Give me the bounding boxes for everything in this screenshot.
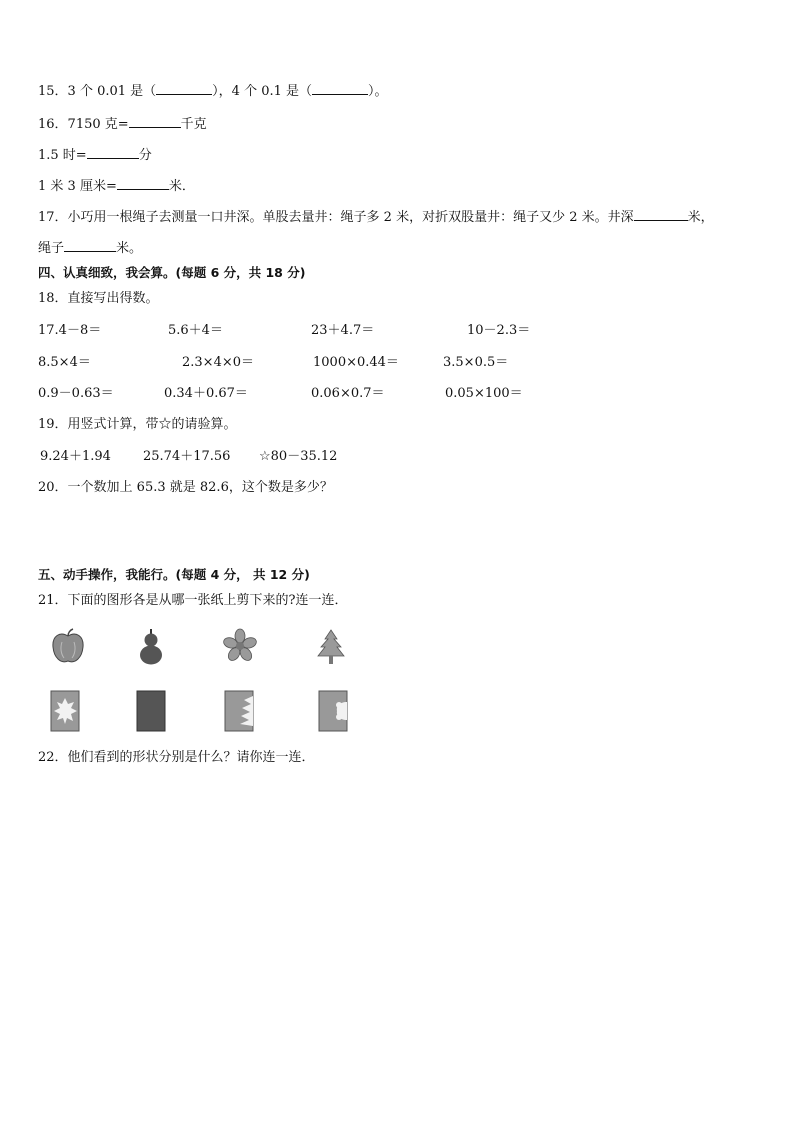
conversion-unit: 千克: [180, 117, 207, 132]
answer-blank[interactable]: [312, 82, 368, 95]
conversion-unit: 分: [138, 148, 152, 163]
answer-blank[interactable]: [129, 115, 181, 128]
question-number: 22．: [38, 750, 68, 765]
calc-item: 0.05×100＝: [445, 386, 523, 401]
question-15: [38, 82, 388, 101]
question-text: ）。: [368, 84, 388, 99]
paper-maple-cutout-icon[interactable]: [50, 690, 80, 732]
question-text: 用竖式计算，带☆的请验算。: [67, 417, 237, 432]
paper-zigzag-cutout-icon[interactable]: [224, 690, 254, 732]
conversion-left: 1.5 时=: [38, 148, 87, 163]
calc-item: 10－2.3＝: [467, 323, 531, 338]
question-number: 15．: [38, 84, 68, 99]
question-20: [38, 479, 333, 497]
section-5-title: 五、动手操作，我能行。(每题 4 分， 共 12 分): [38, 567, 310, 582]
paper-round-cutout-icon[interactable]: [318, 690, 348, 732]
question-number: 19．: [38, 417, 68, 432]
question-text: 小巧用一根绳子去测量一口井深。单股去量井：绳子多 2 米，对折双股量井：绳子又少 2 米。井深: [67, 210, 634, 225]
calc-item: 1000×0.44＝: [313, 355, 399, 370]
calc-item: 0.9－0.63＝: [38, 386, 114, 401]
question-number: 18．: [38, 291, 68, 306]
answer-blank[interactable]: [87, 146, 139, 159]
answer-blank[interactable]: [117, 177, 169, 190]
question-unit: 米。: [116, 241, 143, 256]
flower-shape-icon[interactable]: [220, 628, 260, 664]
calc-item: 3.5×0.5＝: [443, 355, 509, 370]
question-19: [38, 416, 237, 434]
conversion-left: 1 米 3 厘米=: [38, 179, 117, 194]
vertical-calc-item: ☆80－35.12: [259, 449, 338, 464]
vertical-calc-item: 9.24＋1.94: [40, 449, 111, 464]
question-18: [38, 290, 159, 308]
calc-item: 0.34＋0.67＝: [164, 386, 248, 401]
calc-item: 23＋4.7＝: [311, 323, 375, 338]
answer-blank[interactable]: [634, 208, 688, 221]
question-16: [38, 115, 207, 134]
vertical-calc-item: 25.74＋17.56: [143, 449, 231, 464]
conversion-unit: 米．: [168, 179, 195, 194]
question-text: 下面的图形各是从哪一张纸上剪下来的?连一连．: [67, 593, 348, 608]
question-text: 一个数加上 65.3 就是 82.6，这个数是多少？: [67, 480, 333, 495]
question-number: 20．: [38, 480, 68, 495]
gourd-shape-icon[interactable]: [136, 628, 166, 666]
apple-shape-icon[interactable]: [50, 628, 86, 666]
calc-item: 5.6＋4＝: [168, 323, 223, 338]
calc-item: 8.5×4＝: [38, 355, 91, 370]
answer-blank[interactable]: [64, 239, 116, 252]
calc-item: 0.06×0.7＝: [311, 386, 385, 401]
question-22: [38, 749, 315, 767]
question-unit: 米，: [687, 210, 714, 225]
question-text: 他们看到的形状分别是什么？请你连一连．: [67, 750, 315, 765]
question-text: 绳子: [38, 241, 65, 256]
answer-blank[interactable]: [156, 82, 212, 95]
calc-item: 2.3×4×0＝: [182, 355, 255, 370]
question-17-line-2: [38, 239, 142, 258]
conversion-left: 7150 克=: [67, 117, 129, 132]
question-17: [38, 208, 714, 227]
calc-item: 17.4－8＝: [38, 323, 102, 338]
question-text: ），4 个 0.1 是（: [212, 84, 313, 99]
question-16-line-2: [38, 146, 152, 165]
question-text: 直接写出得数。: [67, 291, 159, 306]
tree-shape-icon[interactable]: [314, 628, 348, 666]
question-number: 16．: [38, 117, 68, 132]
question-number: 21．: [38, 593, 68, 608]
question-16-line-3: [38, 177, 195, 196]
paper-crescent-cutout-icon[interactable]: [136, 690, 166, 732]
question-21: [38, 592, 348, 610]
question-number: 17．: [38, 210, 68, 225]
section-4-title: 四、认真细致，我会算。(每题 6 分，共 18 分): [38, 265, 306, 280]
question-text: 3 个 0.01 是（: [67, 84, 157, 99]
